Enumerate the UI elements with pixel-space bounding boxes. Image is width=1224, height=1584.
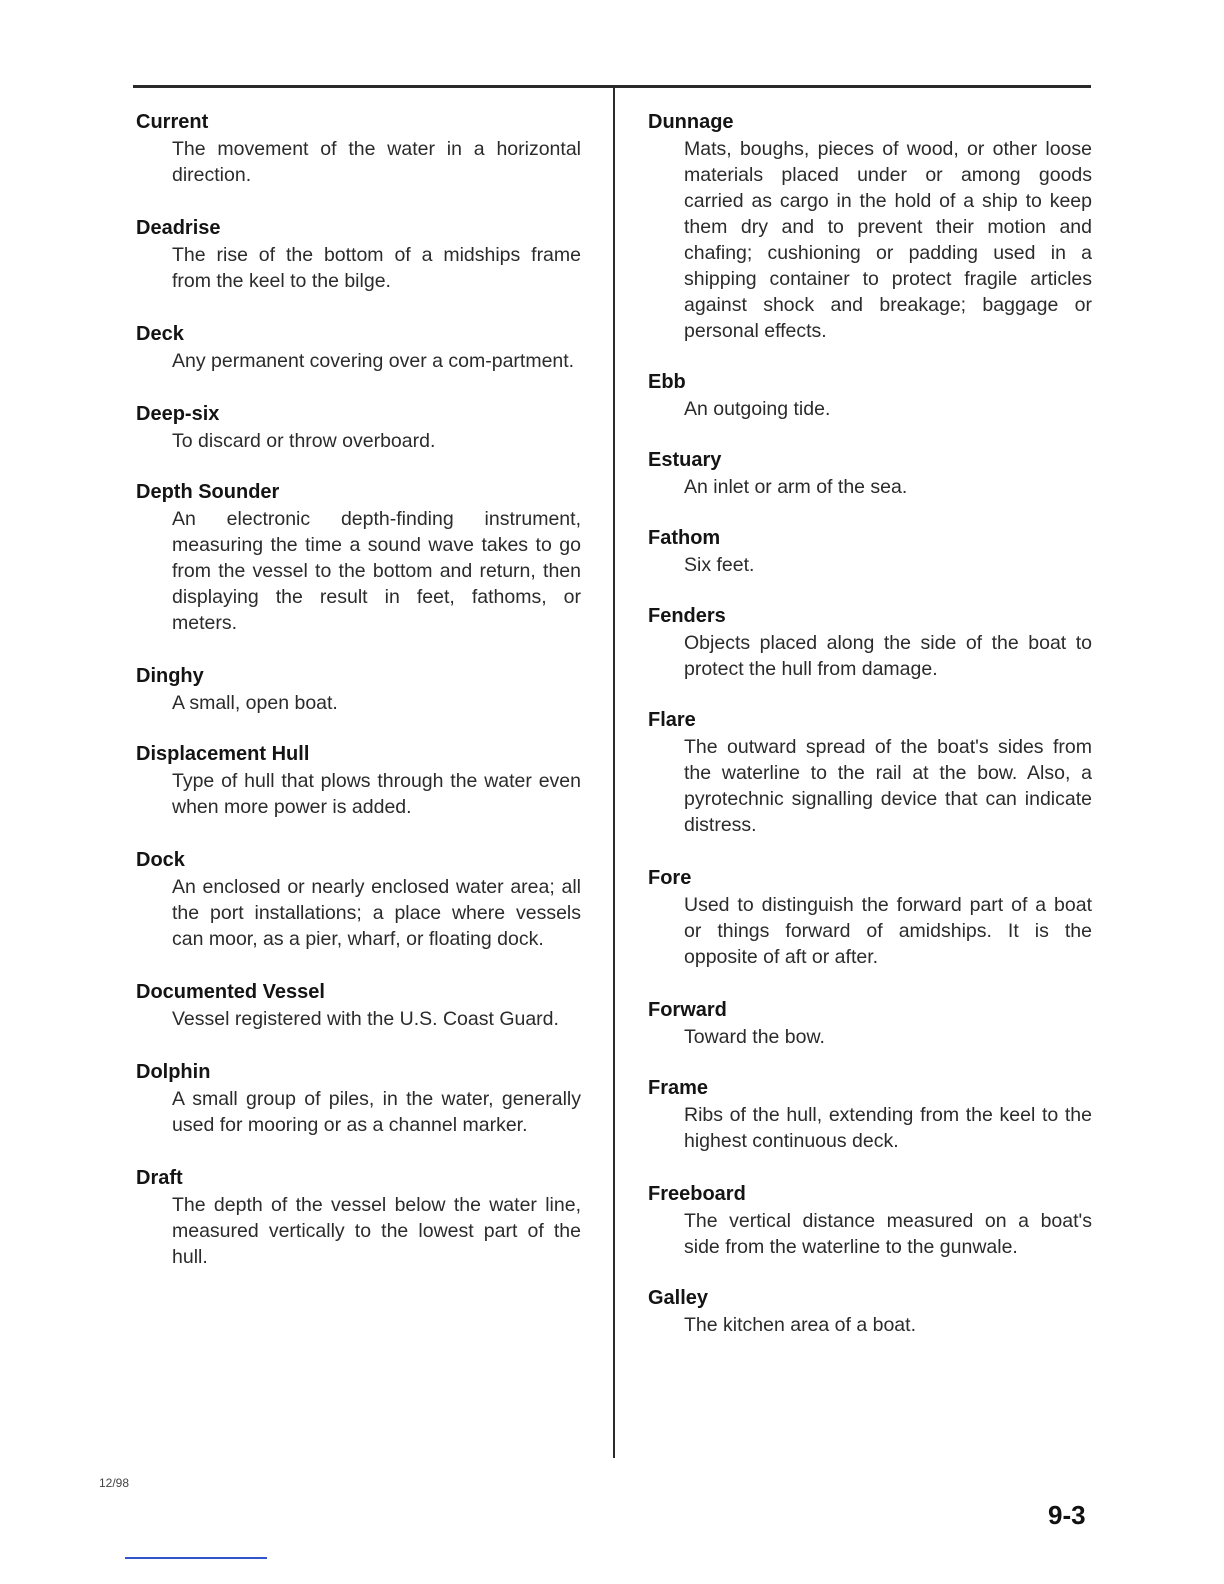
glossary-term: Dunnage (648, 111, 734, 133)
glossary-definition: Type of hull that plows through the water even when more power is added. (172, 770, 581, 818)
glossary-term: Depth Sounder (136, 481, 280, 503)
column-divider (613, 88, 615, 1458)
glossary-term: Galley (648, 1287, 709, 1309)
glossary-definition: Any permanent covering over a com-partment. (172, 350, 575, 372)
glossary-term: Freeboard (648, 1183, 746, 1205)
glossary-entry (648, 524, 1092, 578)
glossary-definition: The vertical distance measured on a boat's side from the waterline to the gunwale. (684, 1210, 1092, 1258)
glossary-definition: A small, open boat. (172, 692, 338, 714)
glossary-definition: An enclosed or nearly enclosed water area; all the port installations; a place where vessels can moor, as a pier, wharf, or floating dock. (172, 876, 581, 950)
glossary-entry (648, 368, 1092, 422)
glossary-entry (136, 1058, 581, 1138)
bottom-rule (125, 1557, 267, 1559)
glossary-definition: The depth of the vessel below the water line, measured vertically to the lowest part of the hull. (172, 1194, 581, 1268)
top-rule (133, 85, 1091, 88)
glossary-term: Estuary (648, 449, 722, 471)
glossary-entry (136, 1164, 581, 1270)
glossary-term: Displacement Hull (136, 743, 310, 765)
glossary-definition: Vessel registered with the U.S. Coast Guard. (172, 1008, 559, 1030)
glossary-entry (648, 996, 1092, 1050)
glossary-definition: Used to distinguish the forward part of a boat or things forward of amidships. It is the opposite of aft or after. (684, 894, 1092, 968)
glossary-entry (136, 400, 581, 454)
footer-date: 12/98 (99, 1476, 130, 1490)
glossary-term: Deck (136, 323, 184, 345)
glossary-entry (136, 214, 581, 294)
glossary-definition: The outward spread of the boat's sides from the waterline to the rail at the bow. Also, a pyrotechnic signalling device that can indicate distress. (684, 736, 1092, 836)
glossary-term: Ebb (648, 371, 686, 393)
glossary-definition: A small group of piles, in the water, generally used for mooring or as a channel marker. (172, 1088, 581, 1136)
glossary-definition: Six feet. (684, 554, 755, 576)
glossary-term: Fenders (648, 605, 726, 627)
glossary-entry (136, 978, 581, 1032)
glossary-definition: The movement of the water in a horizontal direction. (172, 138, 581, 186)
glossary-definition: Toward the bow. (684, 1026, 825, 1048)
glossary-term: Documented Vessel (136, 981, 325, 1003)
glossary-definition: Mats, boughs, pieces of wood, or other loose materials placed under or among goods carried as cargo in the hold of a ship to keep them dry and to prevent their motion and chafing; cushioning or padding used in a shipping container to protect fragile articles against shock and breakage; baggage or personal effects. (684, 138, 1092, 342)
glossary-entry (648, 602, 1092, 682)
glossary-term: Fathom (648, 527, 721, 549)
glossary-entry (136, 108, 581, 188)
glossary-term: Deadrise (136, 217, 221, 239)
glossary-entry (136, 846, 581, 952)
glossary-entry (136, 662, 581, 716)
glossary-definition: Ribs of the hull, extending from the keel to the highest continuous deck. (684, 1104, 1092, 1152)
glossary-term: Dolphin (136, 1061, 211, 1083)
glossary-definition: An inlet or arm of the sea. (684, 476, 908, 498)
glossary-entry (648, 706, 1092, 838)
glossary-definition: The kitchen area of a boat. (684, 1314, 916, 1336)
glossary-term: Current (136, 111, 209, 133)
glossary-definition: The rise of the bottom of a midships frame from the keel to the bilge. (172, 244, 581, 292)
glossary-entry (648, 1180, 1092, 1260)
glossary-term: Forward (648, 999, 727, 1021)
glossary-column-left (136, 108, 581, 1270)
glossary-definition: An outgoing tide. (684, 398, 831, 420)
glossary-entry (648, 108, 1092, 344)
glossary-entry (648, 1074, 1092, 1154)
glossary-definition: To discard or throw overboard. (172, 430, 436, 452)
page-number: 9-3 (1048, 1500, 1086, 1530)
glossary-term: Dock (136, 849, 185, 871)
glossary-entry (136, 478, 581, 636)
glossary-entry (136, 320, 581, 374)
glossary-term: Fore (648, 867, 692, 889)
glossary-definition: An electronic depth-finding instrument, measuring the time a sound wave takes to go from the vessel to the bottom and return, then displaying the result in feet, fathoms, or meters. (172, 508, 581, 634)
glossary-term: Deep-six (136, 403, 220, 425)
glossary-term: Flare (648, 709, 696, 731)
glossary-definition: Objects placed along the side of the boat to protect the hull from damage. (684, 632, 1092, 680)
glossary-entry (136, 740, 581, 820)
glossary-entry (648, 446, 1092, 500)
glossary-term: Draft (136, 1167, 183, 1189)
glossary-term: Frame (648, 1077, 709, 1099)
glossary-entry (648, 1284, 1092, 1338)
glossary-term: Dinghy (136, 665, 204, 687)
glossary-column-right (648, 108, 1092, 1338)
glossary-entry (648, 864, 1092, 970)
